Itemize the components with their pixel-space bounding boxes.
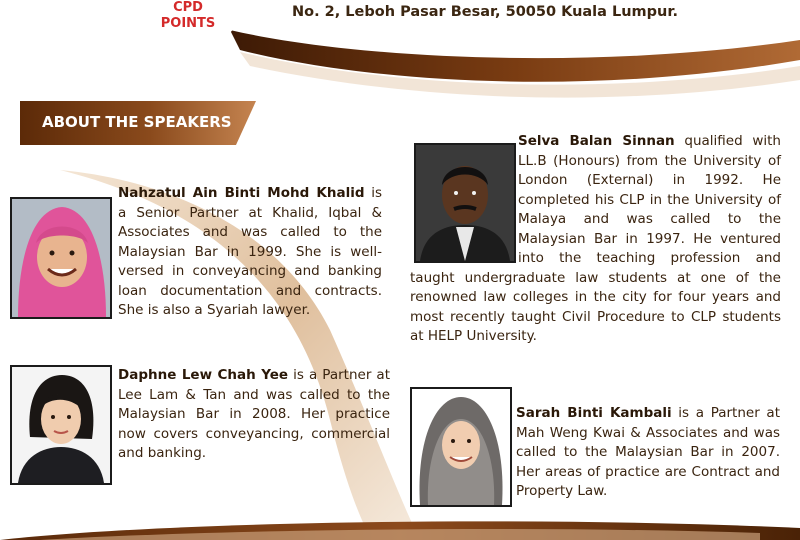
speaker-bio-text: qualified with LL.B (Honours) from the University of London (External) in 1992. He completed his CLP in the University of Malaya and was called to the Malaysian Bar in 1997. He ventured into the teaching profession and taught undergraduate law students at one of the renowned law colleges in the city for four years and most recently taught Civil Procedure to CLP students at HELP University. [410, 133, 781, 344]
speaker-bio-sarah [516, 404, 780, 502]
venue-address: No. 2, Leboh Pasar Besar, 50050 Kuala Lumpur. [292, 4, 678, 20]
speaker-photo-daphne [10, 365, 112, 485]
section-banner [20, 101, 256, 145]
cpd-line-2: POINTS [160, 16, 216, 31]
speaker-name: Nahzatul Ain Binti Mohd Khalid [118, 185, 365, 201]
speaker-photo-sarah [410, 387, 512, 507]
cpd-line-1: CPD [173, 0, 203, 15]
speaker-photo-nahzatul [10, 197, 112, 319]
section-title: ABOUT THE SPEAKERS [42, 113, 232, 131]
speaker-bio-selva [410, 132, 781, 347]
speaker-name: Sarah Binti Kambali [516, 405, 672, 421]
speaker-bio-nahzatul [118, 184, 382, 321]
speaker-bio-text: is a Partner at Mah Weng Kwai & Associates and was called to the Malaysian Bar in 2007. Her areas of practice are Contract and Property Law. [516, 405, 780, 499]
cpd-points-label [140, 0, 236, 32]
speaker-bio-text: is a Senior Partner at Khalid, Iqbal & Associates and was called to the Malaysian Bar in 1999. She is well-versed in conveyancing and banking loan documentation and contracts. She is also a Syariah lawyer. [118, 185, 383, 318]
speaker-bio-text: is a Partner at Lee Lam & Tan and was called to the Malaysian Bar in 2008. Her practice now covers conveyancing, commercial and banking. [118, 367, 390, 461]
speaker-name: Selva Balan Sinnan [518, 133, 675, 149]
speaker-name: Daphne Lew Chah Yee [118, 367, 289, 383]
speaker-bio-daphne [118, 366, 390, 464]
